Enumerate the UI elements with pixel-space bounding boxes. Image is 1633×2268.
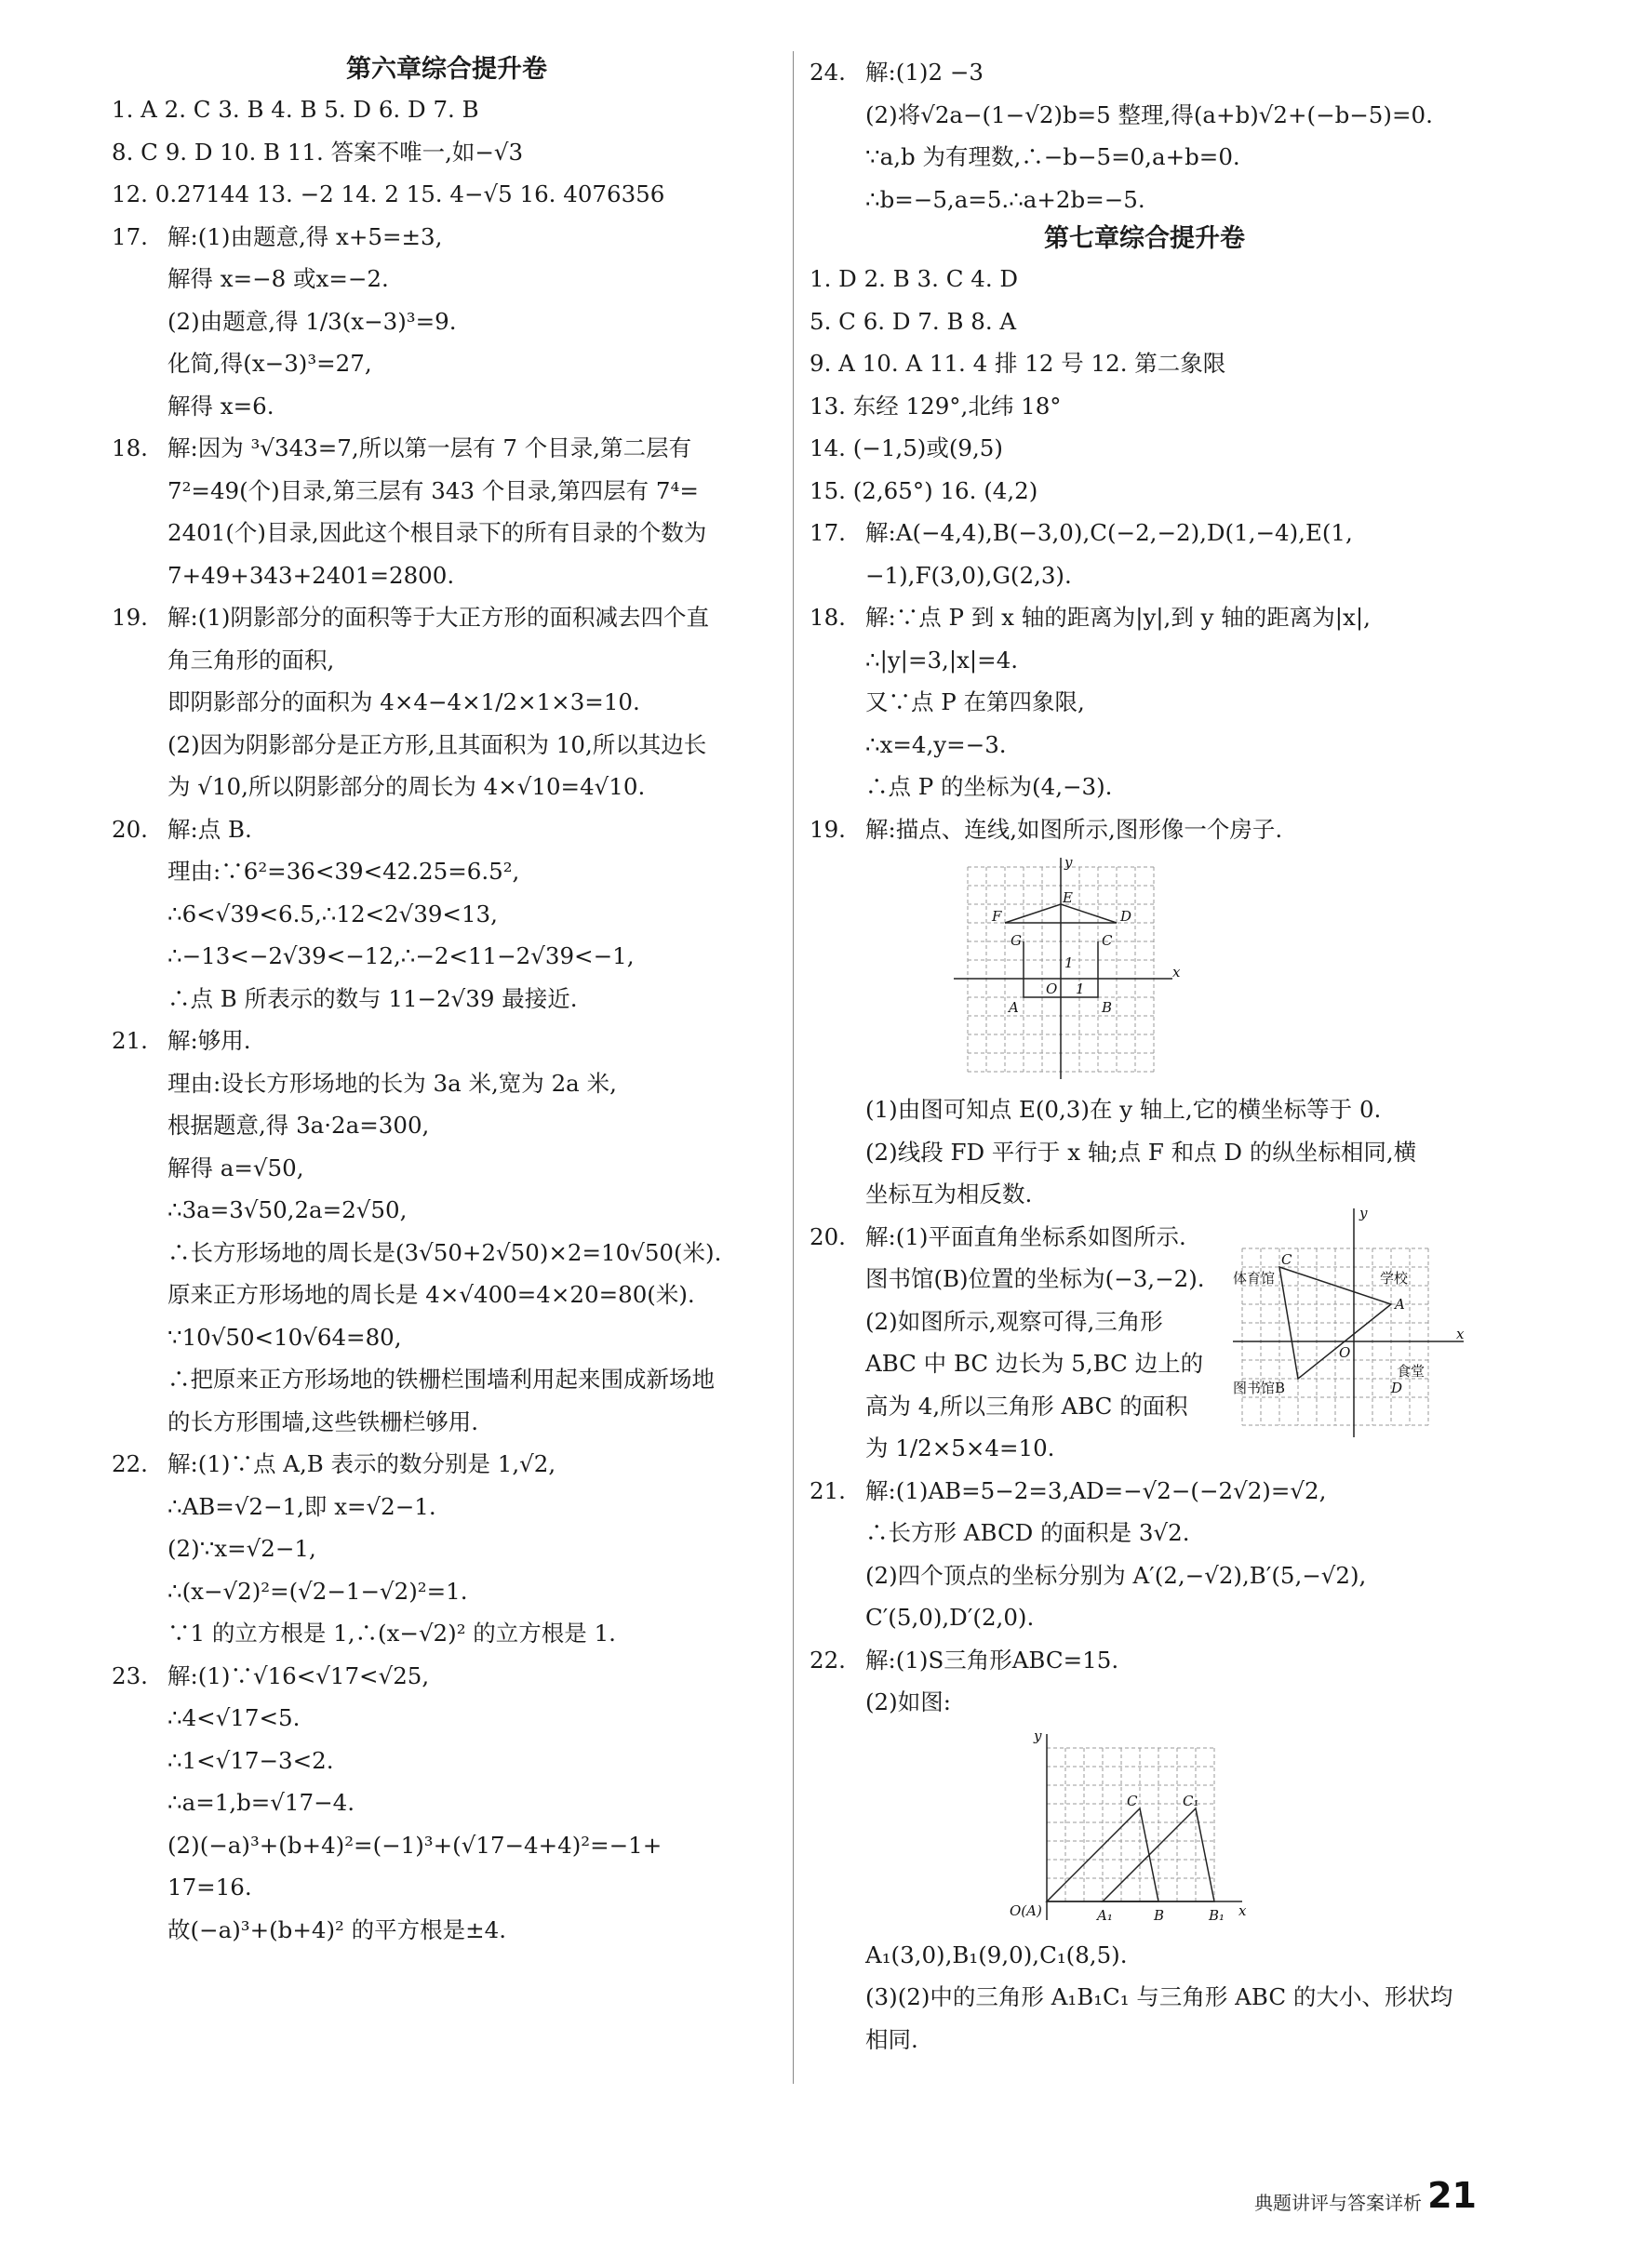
answer-text: (3)(2)中的三角形 A₁B₁C₁ 与三角形 ABC 的大小、形状均 [865,1983,1453,2010]
answer-text: 角三角形的面积, [167,646,335,674]
answer-line: 9. A 10. A 11. 4 排 12 号 12. 第二象限 [810,350,1226,377]
answer-line [112,216,782,259]
chapter7-title: 第七章综合提升卷 [1044,224,1245,253]
answer-line [112,935,782,978]
q24-answers [810,51,1479,220]
question-number: 19. [112,604,148,631]
answer-text: 故(−a)³+(b+4)² 的平方根是±4. [167,1915,507,1943]
answer-line [112,512,782,554]
answer-text: (2)(−a)³+(b+4)²=(−1)³+(√17−4+4)²=−1+ [167,1831,663,1859]
answer-line [810,512,1479,554]
fig20-x-label: x [1456,1325,1465,1342]
answer-text: 坐标互为相反数. [865,1181,1033,1207]
answer-line [112,808,782,851]
answer-text: 解:(1)平面直角坐标系如图所示. [865,1222,1186,1250]
answer-text: 高为 4,所以三角形 ABC 的面积 [865,1392,1188,1420]
answer-line [112,427,782,470]
question-number: 18. [810,604,846,631]
fig19-x-label: x [1172,964,1181,981]
answer-line [112,385,782,428]
answer-text: (2)四个顶点的坐标分别为 A′(2,−√2),B′(5,−√2), [865,1561,1367,1589]
answer-text: 解得 a=√50, [167,1154,304,1181]
q21-q22-answers [810,1470,1479,1724]
answer-line [112,1824,782,1867]
answer-line [112,1655,782,1698]
question-number: 23. [112,1661,148,1689]
figure-19-graph [949,856,1182,1079]
left-column [112,51,782,1951]
answer-text: 理由:设长方形场地的长为 3a 米,宽为 2a 米, [167,1069,617,1097]
answer-text: 解:∵点 P 到 x 轴的距离为|y|,到 y 轴的距离为|x|, [865,604,1371,631]
answer-text: 的长方形围墙,这些铁栅栏够用. [167,1407,479,1435]
answer-text: ∴6<√39<6.5,∴12<2√39<13, [167,900,498,927]
figure-22-translation [810,1729,1479,1928]
fig22-label-b1: B₁ [1209,1906,1225,1924]
answer-text: ∴AB=√2−1,即 x=√2−1. [167,1492,436,1520]
question-number: 22. [112,1450,148,1477]
answer-text: 解:(1)S三角形ABC=15. [865,1646,1119,1674]
fig22-x-label: x [1238,1901,1247,1919]
answer-line [112,681,782,724]
answer-text: 解得 x=−8 或x=−2. [167,265,389,292]
answer-text: 化简,得(x−3)³=27, [167,350,372,377]
answer-line [810,1470,1479,1513]
answer-line [112,639,782,682]
chapter7-answers [810,258,1479,850]
answer-text: 原来正方形场地的周长是 4×√400=4×20=80(米). [167,1281,695,1308]
answer-text: 图书馆(B)位置的坐标为(−3,−2). [865,1265,1205,1292]
answer-line [112,1909,782,1952]
fig20-label-gym: 体育馆 [1233,1269,1276,1287]
answer-text: 解:A(−4,4),B(−3,0),C(−2,−2),D(1,−4),E(1, [865,519,1353,546]
answer-line [810,94,1479,137]
answer-line [112,258,782,300]
answer-text: ∴b=−5,a=5.∴a+2b=−5. [865,185,1145,213]
answer-line: 13. 东经 129°,北纬 18° [810,392,1062,420]
chapter6-answers [112,88,782,1951]
answer-text: 解:(1)由题意,得 x+5=±3, [167,222,443,250]
answer-text: ∴−13<−2√39<−12,∴−2<11−2√39<−1, [167,942,635,969]
answer-text: 即阴影部分的面积为 4×4−4×1/2×1×3=10. [167,688,640,715]
question-number: 22. [810,1646,846,1674]
answer-line [112,1781,782,1824]
answer-text: 解得 x=6. [167,392,274,420]
answer-line [112,1274,782,1316]
answer-text: 解:(1)∵点 A,B 表示的数分别是 1,√2, [167,1450,556,1477]
fig19-label-g: G [1011,932,1022,949]
answer-line [810,1088,1479,1131]
answer-text: ∵a,b 为有理数,∴−b−5=0,a+b=0. [865,143,1240,170]
answer-line [810,554,1479,597]
column-divider [793,51,794,2084]
question-number: 24. [810,59,846,86]
question-number: 17. [112,222,148,250]
answer-text: 根据题意,得 3a·2a=300, [167,1112,430,1139]
answer-line [112,1062,782,1105]
fig19-tick-x1: 1 [1076,981,1085,997]
answer-line [810,724,1479,767]
answer-text: 解:因为 ³√343=7,所以第一层有 7 个目录,第二层有 [167,434,692,461]
question-number: 18. [112,434,148,461]
fig20-label-canteen: 食堂 [1397,1362,1426,1380]
answer-text: ∵10√50<10√64=80, [167,1323,402,1351]
page-number: 21 [1427,2175,1477,2216]
answer-line [810,1681,1479,1724]
answer-text: (1)由图可知点 E(0,3)在 y 轴上,它的横坐标等于 0. [865,1096,1382,1123]
answer-line: 5. C 6. D 7. B 8. A [810,307,1017,335]
answer-line [112,1528,782,1570]
answer-line [112,1232,782,1274]
answer-text: 相同. [865,2025,918,2053]
fig22-origin: O(A) [1010,1901,1042,1919]
answer-text: 解:描点、连线,如图所示,图形像一个房子. [865,815,1283,843]
answer-line [112,1612,782,1655]
answer-text: ∴(x−√2)²=(√2−1−√2)²=1. [167,1577,468,1605]
question-number: 21. [112,1027,148,1054]
fig19-tick-y1: 1 [1064,954,1074,971]
answer-line [112,300,782,343]
footer-label: 典题讲评与答案详析 [1254,2192,1422,2214]
answer-text: 为 1/2×5×4=10. [865,1434,1055,1461]
answer-text: 解:够用. [167,1027,251,1054]
answer-text: ∴点 B 所表示的数与 11−2√39 最接近. [167,984,578,1012]
fig19-label-c: C [1102,932,1113,949]
answer-text: 解:点 B. [167,815,252,843]
answer-line [112,1104,782,1147]
answer-line [810,1639,1479,1682]
answer-text: ∴x=4,y=−3. [865,730,1007,758]
figure-19-house [810,856,1479,1083]
answer-text: ∴4<√17<5. [167,1704,301,1731]
answer-line: 14. (−1,5)或(9,5) [810,434,1003,461]
right-column [810,51,1479,2061]
answer-line [112,1147,782,1190]
answer-line [810,681,1479,724]
answer-text: (2)如图: [865,1688,951,1715]
question-number: 20. [810,1222,846,1250]
answer-text: 解:(1)2 −3 [865,59,984,86]
answer-text: ABC 中 BC 边长为 5,BC 边上的 [865,1350,1204,1377]
figure-20-map [1233,1207,1475,1439]
answer-line [112,724,782,767]
q19-explanation [810,1088,1479,1216]
answer-line [810,1554,1479,1597]
answer-text: ∴把原来正方形场地的铁栅栏围墙利用起来围成新场地 [167,1366,715,1393]
fig19-label-e: E [1063,889,1073,906]
fig19-label-d: D [1120,908,1132,925]
answer-text: ∴a=1,b=√17−4. [167,1789,355,1816]
answer-line [112,1740,782,1782]
answer-text: (2)由题意,得 1/3(x−3)³=9. [167,307,457,335]
answer-text: ∴长方形场地的周长是(3√50+2√50)×2=10√50(米). [167,1238,722,1266]
fig20-label-c: C [1281,1250,1292,1268]
fig22-y-label: y [1034,1728,1042,1744]
fig20-label-library: 图书馆B [1233,1379,1286,1396]
answer-line [810,596,1479,639]
answer-line [112,1486,782,1528]
answer-line [112,1020,782,1062]
answer-line [112,893,782,936]
fig19-y-label: y [1064,856,1073,871]
fig22-label-a1: A₁ [1097,1906,1113,1924]
answer-line [112,766,782,808]
fig20-y-label: y [1359,1206,1368,1221]
answer-line: 1. A 2. C 3. B 4. B 5. D 6. D 7. B [112,96,479,123]
answer-text: ∵1 的立方根是 1,∴(x−√2)² 的立方根是 1. [167,1620,616,1647]
answer-text: 7+49+343+2401=2800. [167,561,455,589]
q22-answers-end [810,1934,1479,2061]
answer-line [112,1358,782,1401]
question-number: 20. [112,815,148,843]
fig19-label-f: F [992,908,1002,925]
fig20-label-a: A [1395,1295,1405,1313]
answer-line [112,1401,782,1444]
answer-text: 解:(1)阴影部分的面积等于大正方形的面积减去四个直 [167,604,709,631]
answer-text: A₁(3,0),B₁(9,0),C₁(8,5). [865,1941,1128,1968]
figure-22-graph [1010,1729,1252,1925]
chapter6-title: 第六章综合提升卷 [346,55,547,84]
answer-text: ∴点 P 的坐标为(4,−3). [865,773,1113,800]
answer-line [810,2019,1479,2061]
question-number: 19. [810,815,846,843]
answer-line [810,51,1479,94]
fig22-label-b: B [1154,1906,1165,1924]
answer-line [810,639,1479,682]
answer-text: 2401(个)目录,因此这个根目录下的所有目录的个数为 [167,519,707,546]
answer-line [810,1596,1479,1639]
question-number: 21. [810,1476,846,1504]
answer-text: 17=16. [167,1874,252,1901]
fig20-label-d: D [1391,1379,1403,1396]
answer-line [810,1512,1479,1554]
answer-line [112,342,782,385]
answer-line [112,1443,782,1486]
answer-line [112,978,782,1021]
answer-line [112,554,782,597]
answer-text: (2)因为阴影部分是正方形,且其面积为 10,所以其边长 [167,730,707,758]
answer-line [810,766,1479,808]
answer-line [810,1976,1479,2019]
fig20-label-school: 学校 [1380,1269,1409,1287]
answer-text: ∴3a=3√50,2a=2√50, [167,1196,408,1223]
fig19-label-b: B [1102,999,1113,1016]
answer-line [112,1697,782,1740]
answer-text: ∴1<√17−3<2. [167,1746,334,1774]
answer-text: ∴长方形 ABCD 的面积是 3√2. [865,1519,1190,1546]
answer-line [112,596,782,639]
answer-text: (2)线段 FD 平行于 x 轴;点 F 和点 D 的纵坐标相同,横 [865,1138,1417,1166]
answer-line [810,1934,1479,1977]
answer-line: 15. (2,65°) 16. (4,2) [810,476,1038,504]
answer-line [112,850,782,893]
answer-text: (2)如图所示,观察可得,三角形 [865,1307,1163,1335]
answer-text: 7²=49(个)目录,第三层有 343 个目录,第四层有 7⁴= [167,476,699,504]
answer-line [112,1570,782,1613]
answer-line [112,470,782,513]
fig22-label-c1: C₁ [1183,1792,1199,1809]
fig19-origin: O [1046,981,1058,997]
answer-text: 解:(1)∵√16<√17<√25, [167,1661,430,1689]
answer-text: (2)将√2a−(1−√2)b=5 整理,得(a+b)√2+(−b−5)=0. [865,100,1433,128]
answer-text: (2)∵x=√2−1, [167,1535,316,1562]
answer-text: 又∵点 P 在第四象限, [865,688,1085,715]
answer-line [810,179,1479,221]
q20-block [810,1206,1479,1470]
fig22-label-c: C [1127,1792,1138,1809]
answer-text: C′(5,0),D′(2,0). [865,1604,1035,1631]
answer-text: ∴|y|=3,|x|=4. [865,646,1019,674]
answer-line [810,808,1479,851]
answer-text: −1),F(3,0),G(2,3). [865,561,1072,589]
answer-line [112,1866,782,1909]
answer-line [810,1131,1479,1174]
answer-text: 解:(1)AB=5−2=3,AD=−√2−(−2√2)=√2, [865,1476,1327,1504]
answer-text: 理由:∵6²=36<39<42.25=6.5², [167,858,520,885]
answer-line [810,136,1479,179]
answer-line [112,1189,782,1232]
fig20-origin: O [1339,1343,1351,1361]
answer-line: 1. D 2. B 3. C 4. D [810,265,1019,292]
answer-line: 8. C 9. D 10. B 11. 答案不唯一,如−√3 [112,138,524,166]
answer-line: 12. 0.27144 13. −2 14. 2 15. 4−√5 16. 4076356 [112,180,665,207]
fig19-label-a: A [1009,999,1019,1016]
answer-line [112,1316,782,1359]
question-number: 17. [810,519,846,546]
answer-text: 为 √10,所以阴影部分的周长为 4×√10=4√10. [167,773,646,800]
